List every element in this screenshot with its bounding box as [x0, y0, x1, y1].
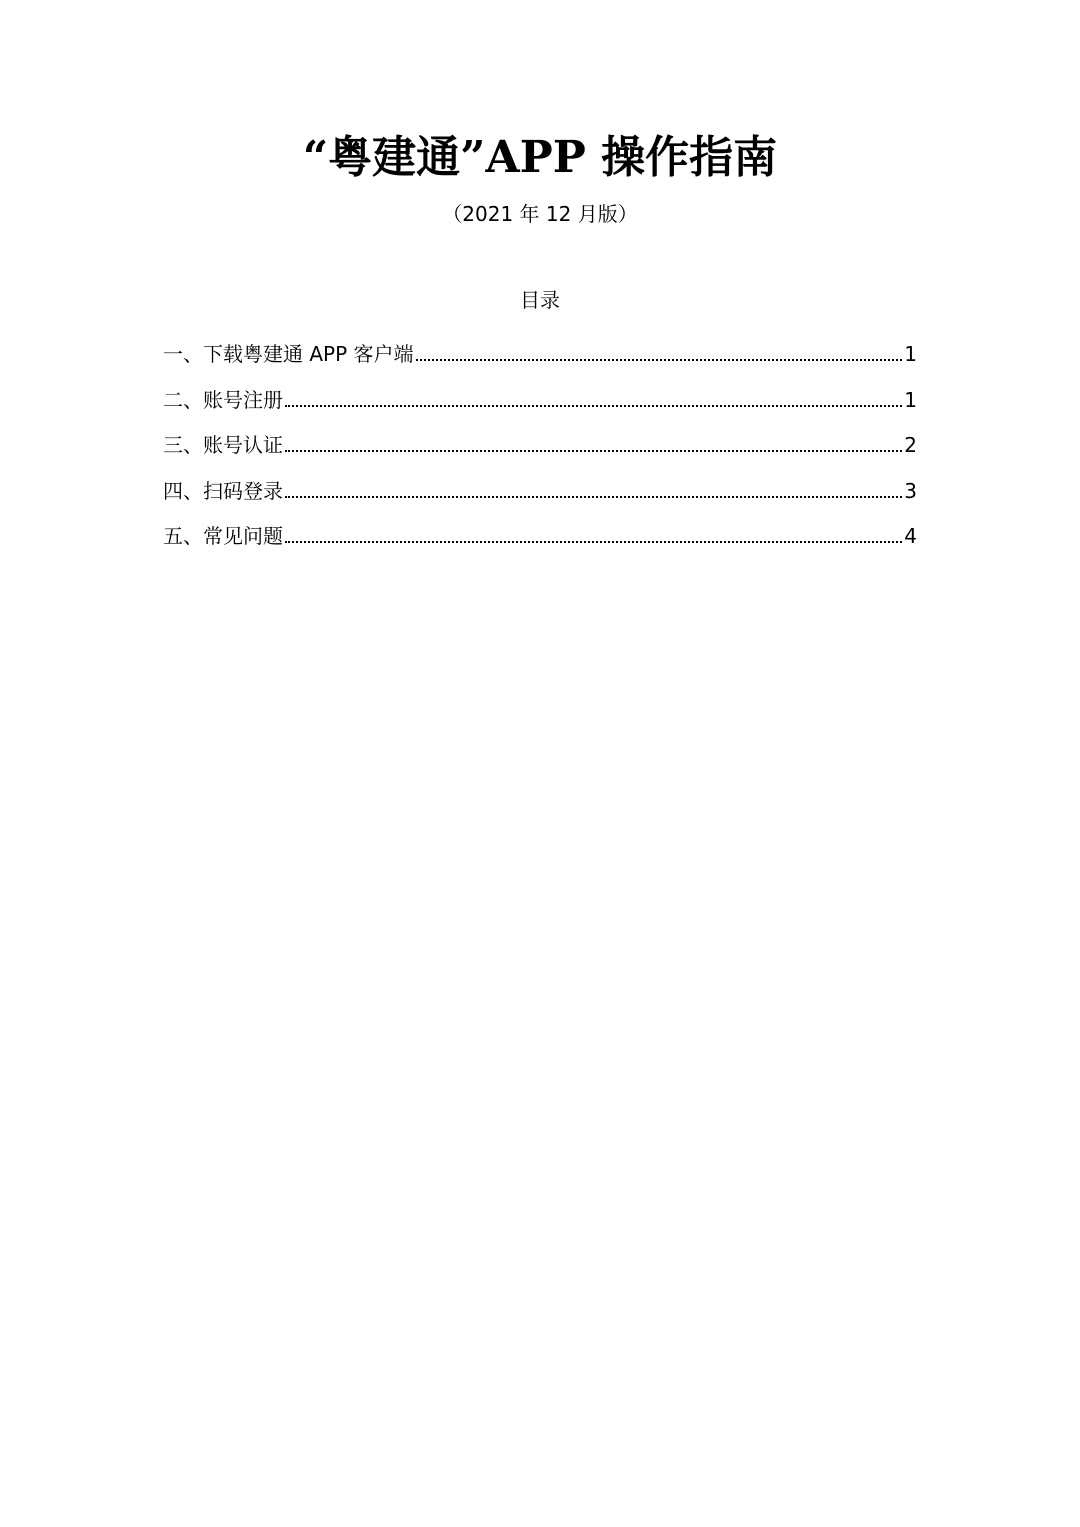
- toc-entry-label: 一、下载粤建通 APP 客户端: [163, 342, 414, 366]
- toc-entry[interactable]: [163, 477, 917, 523]
- toc-entry[interactable]: [163, 386, 917, 432]
- toc-dot-leader: [285, 405, 902, 407]
- toc-entry-label: 三、账号认证: [163, 433, 283, 457]
- toc-entry-label: 五、常见问题: [163, 524, 283, 548]
- toc-entry[interactable]: [163, 431, 917, 477]
- toc-dot-leader: [285, 496, 902, 498]
- toc-entry[interactable]: [163, 340, 917, 386]
- table-of-contents: [163, 340, 917, 568]
- toc-entry-page: 1: [904, 387, 917, 412]
- toc-entry-label: 二、账号注册: [163, 387, 283, 412]
- toc-entry-page: 4: [904, 524, 917, 548]
- toc-heading: 目录: [520, 288, 560, 312]
- toc-entry-page: 2: [904, 433, 917, 457]
- toc-entry-page: 1: [904, 342, 917, 366]
- document-title: “粤建通”APP 操作指南: [302, 132, 778, 183]
- document-subtitle: （2021 年 12 月版）: [442, 202, 638, 226]
- toc-dot-leader: [285, 541, 902, 543]
- toc-entry-page: 3: [904, 478, 917, 503]
- toc-entry[interactable]: [163, 522, 917, 568]
- toc-entry-label: 四、扫码登录: [163, 478, 283, 503]
- toc-dot-leader: [416, 359, 903, 361]
- toc-dot-leader: [285, 450, 902, 452]
